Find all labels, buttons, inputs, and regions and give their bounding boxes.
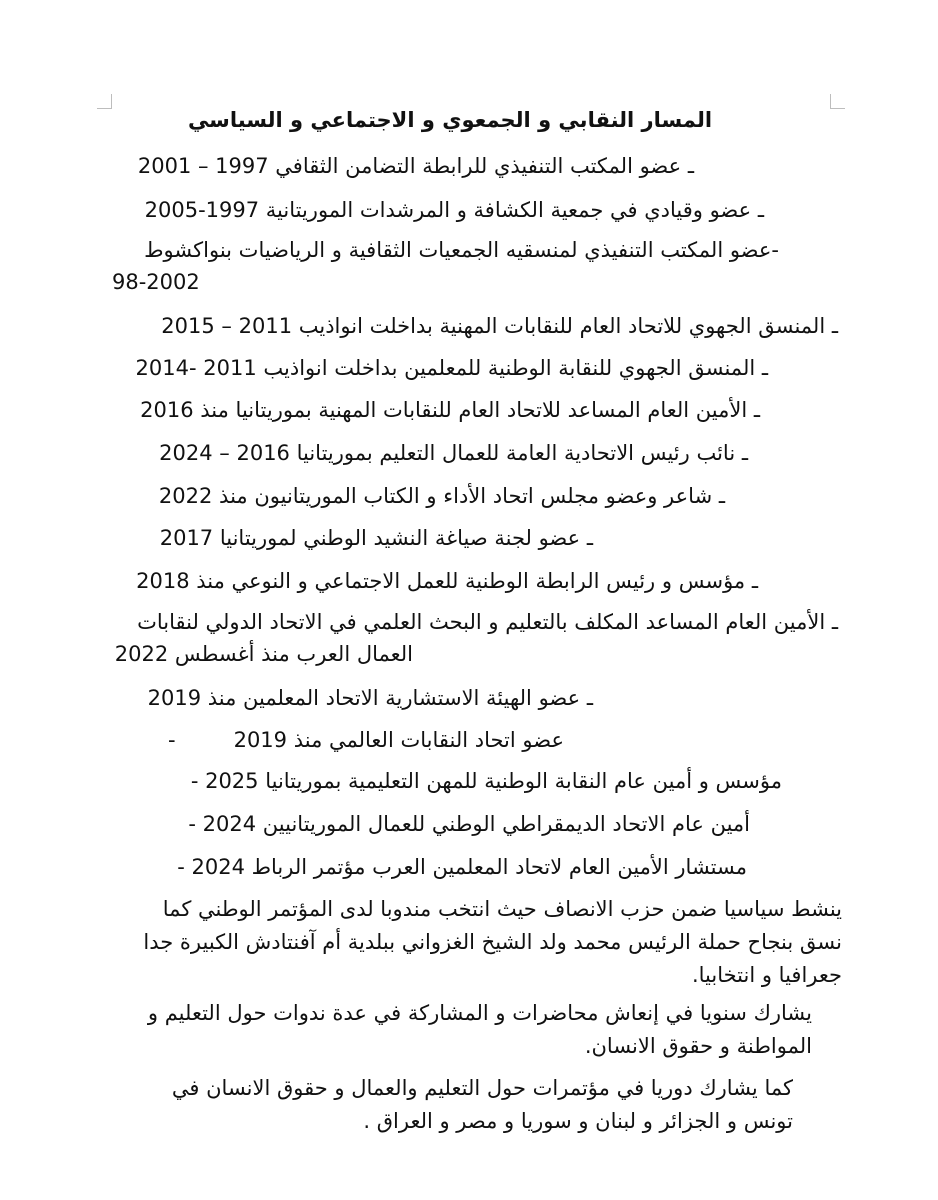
list-item-dash: - [168,728,176,752]
paragraph-political: ينشط سياسيا ضمن حزب الانصاف حيث انتخب مندوبا لدى المؤتمر الوطني كما نسق بنجاح حملة الرئيس محمد ولد الشيخ الغزواني ببلدية أم آفنتادش الكبيرة جدا جعرافيا و انتخابيا. [143,897,842,987]
list-item: ـ عضو الهيئة الاستشارية الاتحاد المعلمين منذ 2019 [147,686,593,710]
list-item: -عضو المكتب التنفيذي لمنسقيه الجمعيات الثقافية و الرياضيات بنواكشوط [144,238,779,262]
list-item: ـ عضو المكتب التنفيذي للرابطة التضامن الثقافي 1997 – 2001 [137,154,694,178]
paragraph-lectures: يشارك سنويا في إنعاش محاضرات و المشاركة في عدة ندوات حول التعليم و المواطنة و حقوق الانسان. [147,1001,812,1058]
list-item: ـ المنسق الجهوي للنقابة الوطنية للمعلمين بداخلت انواذيب 2011 -2014 [135,356,768,380]
list-item: ـ مؤسس و رئيس الرابطة الوطنية للعمل الاجتماعي و النوعي منذ 2018 [136,569,758,593]
list-item: ـ شاعر وعضو مجلس اتحاد الأداء و الكتاب الموريتانيون منذ 2022 [158,484,725,508]
list-item: أمين عام الاتحاد الديمقراطي الوطني للعمال الموريتانيين 2024 - [188,812,750,836]
paragraph-conferences: كما يشارك دوريا في مؤتمرات حول التعليم والعمال و حقوق الانسان في تونس و الجزائر و لبنان و سوريا و مصر و العراق . [171,1076,793,1133]
list-item: مؤسس و أمين عام النقابة الوطنية للمهن التعليمية بموريتانيا 2025 - [190,769,782,793]
list-item: ـ الأمين العام المساعد للاتحاد العام للنقابات المهنية بموريتانيا منذ 2016 [140,398,760,422]
list-item: عضو اتحاد النقابات العالمي منذ 2019 [233,728,564,752]
list-item: مستشار الأمين العام لاتحاد المعلمين العرب مؤتمر الرباط 2024 - [177,855,747,879]
list-item: ـ الأمين العام المساعد المكلف بالتعليم و البحث العلمي في الاتحاد الدولي لنقابات [137,610,838,634]
page-title: المسار النقابي و الجمعوي و الاجتماعي و السياسي [187,108,713,132]
list-item: ـ عضو وقيادي في جمعية الكشافة و المرشدات الموريتانية 1997-2005 [144,198,764,222]
list-item: ـ نائب رئيس الاتحادية العامة للعمال التعليم بموريتانيا 2016 – 2024 [159,441,748,465]
list-item: العمال العرب منذ أغسطس 2022 [114,642,413,666]
list-item: ـ عضو لجنة صياغة النشيد الوطني لموريتانيا 2017 [159,526,593,550]
list-item: 98-2002 [112,270,200,294]
list-item: ـ المنسق الجهوي للاتحاد العام للنقابات المهنية بداخلت انواذيب 2011 – 2015 [161,314,838,338]
